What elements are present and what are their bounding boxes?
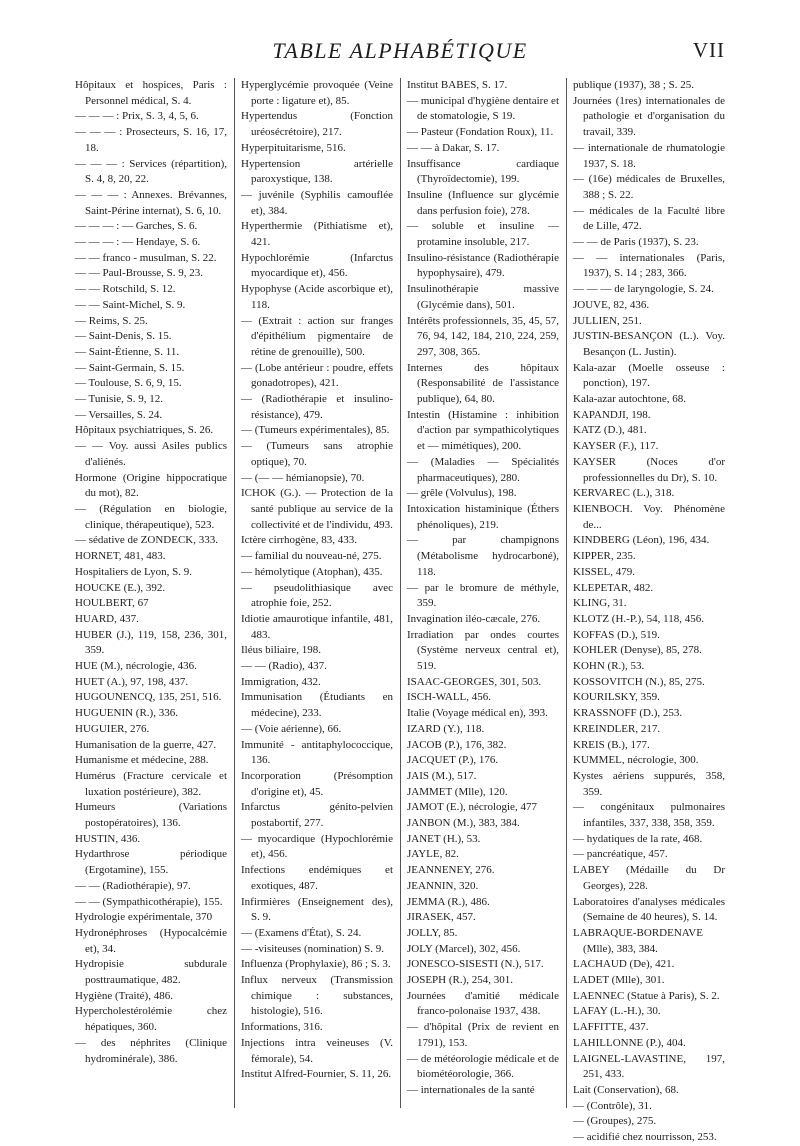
index-entry: LAFAY (L.-H.), 30. — [573, 1005, 661, 1018]
index-entry: Hydronéphroses (Hypocalcémie et), 34. — [75, 926, 227, 955]
index-entry: — des néphrites (Clinique hydrominérale), 386. — [75, 1036, 227, 1065]
index-entry: HUGUENIN (R.), 336. — [75, 707, 178, 720]
index-entry: Insuffisance cardiaque (Thyroïdectomie), 199. — [407, 157, 559, 186]
index-entry: Hypophyse (Acide ascorbique et), 118. — [241, 283, 393, 311]
index-entry: Incorporation (Présomption d'origine et), 45. — [241, 769, 393, 798]
index-entry: — municipal d'hygiène dentaire et de stomatologie, S 19. — [407, 94, 559, 123]
index-entry: Italie (Voyage médical en), 393. — [407, 707, 548, 720]
index-entry: Hormone (Origine hippocratique du mot), 82. — [75, 471, 227, 500]
index-entry: JUSTIN-BESANÇON (L.). Voy. Besançon (L. Justin). — [573, 330, 725, 358]
index-entry: Idiotie amaurotique infantile, 481, 483. — [241, 612, 393, 641]
index-entry: Humeurs (Variations postopératoires), 136. — [75, 801, 227, 830]
index-entry: JAMOT (E.), nécrologie, 477 — [407, 801, 537, 814]
index-entry: Journées d'amitié médicale franco-polonaise 1937, 438. — [407, 989, 559, 1018]
index-columns — [75, 78, 725, 1144]
index-entry: Iléus biliaire, 198. — [241, 644, 322, 657]
index-entry: KREINDLER, 217. — [573, 722, 661, 735]
index-entry: — — franco - musulman, S. 22. — [75, 251, 217, 264]
index-entry: — Tunisie, S. 9, 12. — [75, 393, 164, 406]
index-entry: Journées (1res) internationales de pathologie et d'organisation du travail, 339. — [573, 94, 725, 139]
index-entry: Hydrologie expérimentale, 370 — [75, 911, 213, 924]
index-entry: — acidifié chez nourrisson, 253. — [573, 1131, 717, 1144]
index-entry: — juvénile (Syphilis camouflée et), 384. — [241, 188, 393, 217]
index-entry: Informations, 316. — [241, 1021, 323, 1034]
index-entry: Hyperpituitarisme, 516. — [241, 141, 346, 154]
index-entry: — — de Paris (1937), S. 23. — [573, 236, 699, 249]
index-entry: Humanisation de la guerre, 427. — [75, 738, 217, 751]
index-entry: JAIS (M.), 517. — [407, 769, 477, 782]
index-entry: JANET (H.), 53. — [407, 832, 481, 845]
index-entry: JIRASEK, 457. — [407, 911, 476, 924]
index-entry: Hôpitaux et hospices, Paris : Personnel médical, S. 4. — [75, 79, 227, 107]
index-entry: Hyperglycémie provoquée (Veine porte : ligature et), 85. — [241, 79, 393, 107]
index-column-3 — [407, 78, 559, 1128]
index-entry: — médicales de la Faculté libre de Lille, 472. — [573, 204, 725, 233]
index-entry: — — (Sympathicothérapie), 155. — [75, 895, 223, 908]
index-entry: — hémolytique (Atophan), 435. — [241, 565, 383, 578]
index-entry: HUE (M.), nécrologie, 436. — [75, 660, 197, 673]
index-entry: Influenza (Prophylaxie), 86 ; S. 3. — [241, 958, 391, 971]
index-entry: Injections intra veineuses (V. fémorale), 54. — [241, 1036, 393, 1065]
index-entry: KIENBOCH. Voy. Phénomène de... — [573, 502, 725, 531]
index-entry: Hypertension artérielle paroxystique, 138. — [241, 157, 393, 186]
index-entry: — Versailles, S. 24. — [75, 408, 163, 421]
index-entry: HUGUIER, 276. — [75, 722, 150, 735]
index-entry: — — — : Prix, S. 3, 4, 5, 6. — [75, 110, 199, 123]
index-entry: KUMMEL, nécrologie, 300. — [573, 754, 699, 767]
index-entry: JOUVE, 82, 436. — [573, 298, 650, 311]
index-entry: Institut BABES, S. 17. — [407, 79, 508, 91]
index-entry: IZARD (Y.), 118. — [407, 722, 485, 735]
index-entry: KOHLER (Denyse), 85, 278. — [573, 644, 702, 657]
index-entry: ISAAC-GEORGES, 301, 503. — [407, 675, 542, 688]
index-entry: Internes des hôpitaux (Responsabilité de l'assistance publique), 64, 80. — [407, 361, 559, 406]
index-entry: — — — : — Garches, S. 6. — [75, 220, 198, 233]
index-column-2 — [241, 78, 393, 1128]
column-divider — [234, 78, 235, 1108]
index-entry: Laboratoires d'analyses médicales (Semaine de 40 heures), S. 14. — [573, 895, 725, 924]
index-entry: Infections endémiques et exotiques, 487. — [241, 864, 393, 892]
index-entry: Hydropisie subdurale posttraumatique, 482. — [75, 958, 227, 987]
index-entry: JACQUET (P.), 176. — [407, 754, 499, 767]
index-entry: HOULBERT, 67 — [75, 597, 149, 610]
index-entry: Ictère cirrhogène, 83, 433. — [241, 534, 358, 547]
index-entry: — pancréatique, 457. — [573, 848, 668, 861]
index-entry: — congénitaux pulmonaires infantiles, 337, 338, 358, 359. — [573, 801, 725, 830]
index-entry: — — — : Services (répartition), S. 4, 8, 20, 22. — [75, 157, 227, 186]
index-entry: — de météorologie médicale et de biométéorologie, 366. — [407, 1052, 559, 1081]
index-entry: LABEY (Médaille du Dr Georges), 228. — [573, 864, 725, 892]
index-entry: — familial du nouveau-né, 275. — [241, 550, 382, 563]
index-entry: — pseudolithiasique avec atrophie foie, 252. — [241, 581, 393, 610]
index-entry: Kystes aériens suppurés, 358, 359. — [573, 769, 725, 798]
index-entry: Immunisation (Étudiants en médecine), 233. — [241, 691, 393, 720]
index-entry: LADET (Mlle), 301. — [573, 974, 665, 987]
index-entry: Influx nerveux (Transmission chimique : substances, histologie), 516. — [241, 974, 393, 1018]
index-entry: KLEPETAR, 482. — [573, 581, 654, 594]
index-entry: JAMMET (Mlle), 120. — [407, 785, 508, 798]
index-entry: — — Rotschild, S. 12. — [75, 283, 176, 296]
index-entry: HUET (A.), 97, 198, 437. — [75, 675, 189, 688]
index-entry: — (— — hémianopsie), 70. — [241, 471, 365, 484]
index-entry: — (Groupes), 275. — [573, 1115, 657, 1128]
index-entry: — -visiteuses (nomination) S. 9. — [241, 942, 384, 955]
index-entry: — Saint-Denis, S. 15. — [75, 330, 172, 343]
index-entry: Invagination iléo-cæcale, 276. — [407, 612, 541, 625]
index-entry: Insulino-résistance (Radiothérapie hypophysaire), 479. — [407, 251, 559, 280]
index-entry: — (Maladies — Spécialités pharmaceutiques), 280. — [407, 455, 559, 484]
index-entry: JONESCO-SISESTI (N.), 517. — [407, 958, 544, 971]
index-entry: KRASSNOFF (D.), 253. — [573, 707, 683, 720]
index-entry: — par champignons (Métabolisme hydrocarboné), 118. — [407, 534, 559, 578]
index-entry: JEMMA (R.), 486. — [407, 895, 490, 908]
index-entry: JACOB (P.), 176, 382. — [407, 738, 507, 751]
index-entry: LAHILLONNE (P.), 404. — [573, 1036, 686, 1049]
index-entry: — — à Dakar, S. 17. — [407, 141, 500, 154]
index-entry: Insuline (Influence sur glycémie dans perfusion foie), 278. — [407, 188, 559, 217]
index-entry: — (Extrait : action sur franges d'épithélium pigmentaire de rétine de grenouille), 500. — [241, 314, 393, 358]
index-entry: Intoxication histaminique (Éthers phénoliques), 219. — [407, 502, 559, 531]
index-entry: JAYLE, 82. — [407, 848, 459, 861]
index-entry: — Reims, S. 25. — [75, 314, 148, 327]
index-entry: Intérêts professionnels, 35, 45, 57, 76, 94, 142, 184, 210, 224, 259, 297, 308, 365. — [407, 314, 559, 358]
index-entry: — (Radiothérapie et insulino-résistance), 479. — [241, 393, 393, 421]
index-entry: KAYSER (Noces d'or professionnelles du Dr), S. 10. — [573, 455, 725, 484]
index-entry: — grêle (Volvulus), 198. — [407, 487, 517, 500]
index-entry: KIPPER, 235. — [573, 550, 636, 563]
index-entry: Lait (Conservation), 68. — [573, 1084, 679, 1096]
index-entry: KOFFAS (D.), 519. — [573, 628, 660, 641]
index-entry: — Saint-Germain, S. 15. — [75, 361, 185, 374]
index-entry: — — Voy. aussi Asiles publics d'aliénés. — [75, 440, 227, 468]
index-entry: KATZ (D.), 481. — [573, 424, 647, 437]
index-entry: JOLLY, 85. — [407, 926, 458, 939]
index-entry: KINDBERG (Léon), 196, 434. — [573, 534, 710, 547]
index-entry: Hypertendus (Fonction uréosécrétoire), 217. — [241, 110, 393, 139]
index-entry: — (Contrôle), 31. — [573, 1099, 652, 1112]
index-entry: — d'hôpital (Prix de revient en 1791), 153. — [407, 1021, 559, 1049]
index-entry: — — — : — Hendaye, S. 6. — [75, 236, 201, 249]
index-entry: HOUCKE (E.), 392. — [75, 581, 166, 594]
index-entry: — — — de laryngologie, S. 24. — [573, 283, 714, 296]
index-entry: HUGOUNENCQ, 135, 251, 516. — [75, 691, 222, 704]
index-entry: — Toulouse, S. 6, 9, 15. — [75, 377, 182, 390]
index-entry: — par le bromure de méthyle, 359. — [407, 581, 559, 610]
index-entry: Hypercholestérolémie chez hépatiques, 360. — [75, 1005, 227, 1034]
index-entry: KOURILSKY, 359. — [573, 691, 660, 704]
index-entry: — Pasteur (Fondation Roux), 11. — [407, 126, 554, 139]
column-divider — [400, 78, 401, 1108]
index-column-4 — [573, 78, 725, 1144]
index-entry: HUSTIN, 436. — [75, 832, 141, 845]
index-entry: Irradiation par ondes courtes (Système nerveux central et), 519. — [407, 628, 559, 673]
index-entry: HUBER (J.), 119, 158, 236, 301, 359. — [75, 628, 227, 657]
index-entry: Immigration, 432. — [241, 675, 321, 688]
index-entry: KREIS (B.), 177. — [573, 738, 650, 751]
index-entry: — internationales de la santé — [407, 1084, 535, 1096]
index-entry: Hypochlorémie (Infarctus myocardique et), 456. — [241, 251, 393, 280]
index-entry: Kala-azar (Moelle osseuse : ponction), 197. — [573, 361, 725, 390]
index-entry: KISSEL, 479. — [573, 565, 636, 578]
index-column-1 — [75, 78, 227, 1128]
index-entry: KLOTZ (H.-P.), 54, 118, 456. — [573, 612, 704, 625]
index-entry: — — internationales (Paris, 1937), S. 14 ; 283, 366. — [573, 251, 725, 280]
index-entry: LAFFITTE, 437. — [573, 1021, 649, 1034]
index-entry: KLING, 31. — [573, 597, 627, 610]
index-entry: Immunité - antitaphylococcique, 136. — [241, 738, 393, 767]
index-entry: Hygiène (Traité), 486. — [75, 989, 173, 1002]
index-entry: KAYSER (F.), 117. — [573, 440, 659, 453]
index-entry: Insulinothérapie massive (Glycémie dans), 501. — [407, 283, 559, 311]
index-entry: HORNET, 481, 483. — [75, 550, 166, 563]
index-entry: LAENNEC (Statue à Paris), S. 2. — [573, 989, 720, 1002]
index-entry: — sédative de ZONDECK, 333. — [75, 534, 218, 547]
index-entry: — — (Radio), 437. — [241, 660, 327, 673]
index-entry: JEANNENEY, 276. — [407, 864, 495, 877]
index-entry: ICHOK (G.). — Protection de la santé publique au service de la collectivité et de l'individu, 493. — [241, 487, 393, 531]
index-entry: Hospitaliers de Lyon, S. 9. — [75, 565, 193, 578]
index-entry: Hyperthermie (Pithiatisme et), 421. — [241, 220, 393, 249]
index-entry: — — — : Prosecteurs, S. 16, 17, 18. — [75, 126, 227, 154]
index-entry: — (Voie aérienne), 66. — [241, 722, 342, 735]
index-entry: — hydatiques de la rate, 468. — [573, 832, 703, 845]
index-entry: LABRAQUE-BORDENAVE (Mlle), 383, 384. — [573, 926, 703, 955]
index-entry: publique (1937), 38 ; S. 25. — [573, 79, 694, 91]
page-header — [75, 38, 725, 72]
index-entry: JANBON (M.), 383, 384. — [407, 817, 520, 830]
index-entry: Hôpitaux psychiatriques, S. 26. — [75, 424, 214, 437]
index-entry: — (Tumeurs sans atrophie optique), 70. — [241, 440, 393, 468]
index-entry: — — (Radiothérapie), 97. — [75, 879, 191, 892]
index-entry: — (Lobe antérieur : poudre, effets gonadotropes), 421. — [241, 361, 393, 390]
index-entry: Institut Alfred-Fournier, S. 11, 26. — [241, 1068, 392, 1081]
index-entry: — (Régulation en biologie, clinique, thérapeutique), 523. — [75, 502, 227, 531]
index-entry: — (Tumeurs expérimentales), 85. — [241, 424, 390, 437]
index-entry: JULLIEN, 251. — [573, 314, 642, 327]
index-entry: JOSEPH (R.), 254, 301. — [407, 974, 514, 987]
index-entry: — (16e) médicales de Bruxelles, 388 ; S. 22. — [573, 173, 725, 201]
index-entry: KAPANDJI, 198. — [573, 408, 651, 421]
index-entry: ISCH-WALL, 456. — [407, 691, 492, 704]
index-entry: — (Examens d'État), S. 24. — [241, 926, 362, 939]
index-entry: JOLY (Marcel), 302, 456. — [407, 942, 521, 955]
index-entry: HUARD, 437. — [75, 612, 139, 625]
index-entry: — soluble et insuline — protamine insoluble, 217. — [407, 220, 559, 249]
page-number: VII — [692, 38, 725, 62]
index-entry: — Saint-Étienne, S. 11. — [75, 345, 180, 358]
index-entry: Humanisme et médecine, 288. — [75, 754, 209, 767]
index-entry: Infirmières (Enseignement des), S. 9. — [241, 895, 393, 924]
index-entry: — — Paul-Brousse, S. 9, 23. — [75, 267, 204, 280]
index-entry: KOHN (R.), 53. — [573, 660, 645, 673]
index-entry: — myocardique (Hypochlorémie et), 456. — [241, 832, 393, 861]
index-entry: KOSSOVITCH (N.), 85, 275. — [573, 675, 705, 688]
index-entry: — — — : Annexes. Brévannes, Saint-Périne internat), S. 6, 10. — [75, 188, 227, 217]
index-entry: KERVAREC (L.), 318. — [573, 487, 675, 500]
page-title: TABLE ALPHABÉTIQUE — [272, 38, 528, 63]
column-divider — [566, 78, 567, 1108]
index-entry: Humérus (Fracture cervicale et luxation postérieure), 382. — [75, 769, 227, 798]
index-entry: Infarctus génito-pelvien postabortif, 277. — [241, 801, 393, 830]
index-entry: LACHAUD (De), 421. — [573, 958, 675, 971]
index-entry: Intestin (Histamine : inhibition d'action par sympathicolytiques et — mimétiques), 200. — [407, 408, 559, 453]
index-entry: — internationale de rhumatologie 1937, S. 18. — [573, 141, 725, 170]
index-entry: — — Saint-Michel, S. 9. — [75, 298, 186, 311]
index-entry: LAIGNEL-LAVASTINE, 197, 251, 433. — [573, 1052, 725, 1081]
index-entry: JEANNIN, 320. — [407, 879, 479, 892]
index-entry: Kala-azar autochtone, 68. — [573, 393, 686, 406]
index-entry: Hydarthrose périodique (Ergotamine), 155. — [75, 848, 227, 877]
